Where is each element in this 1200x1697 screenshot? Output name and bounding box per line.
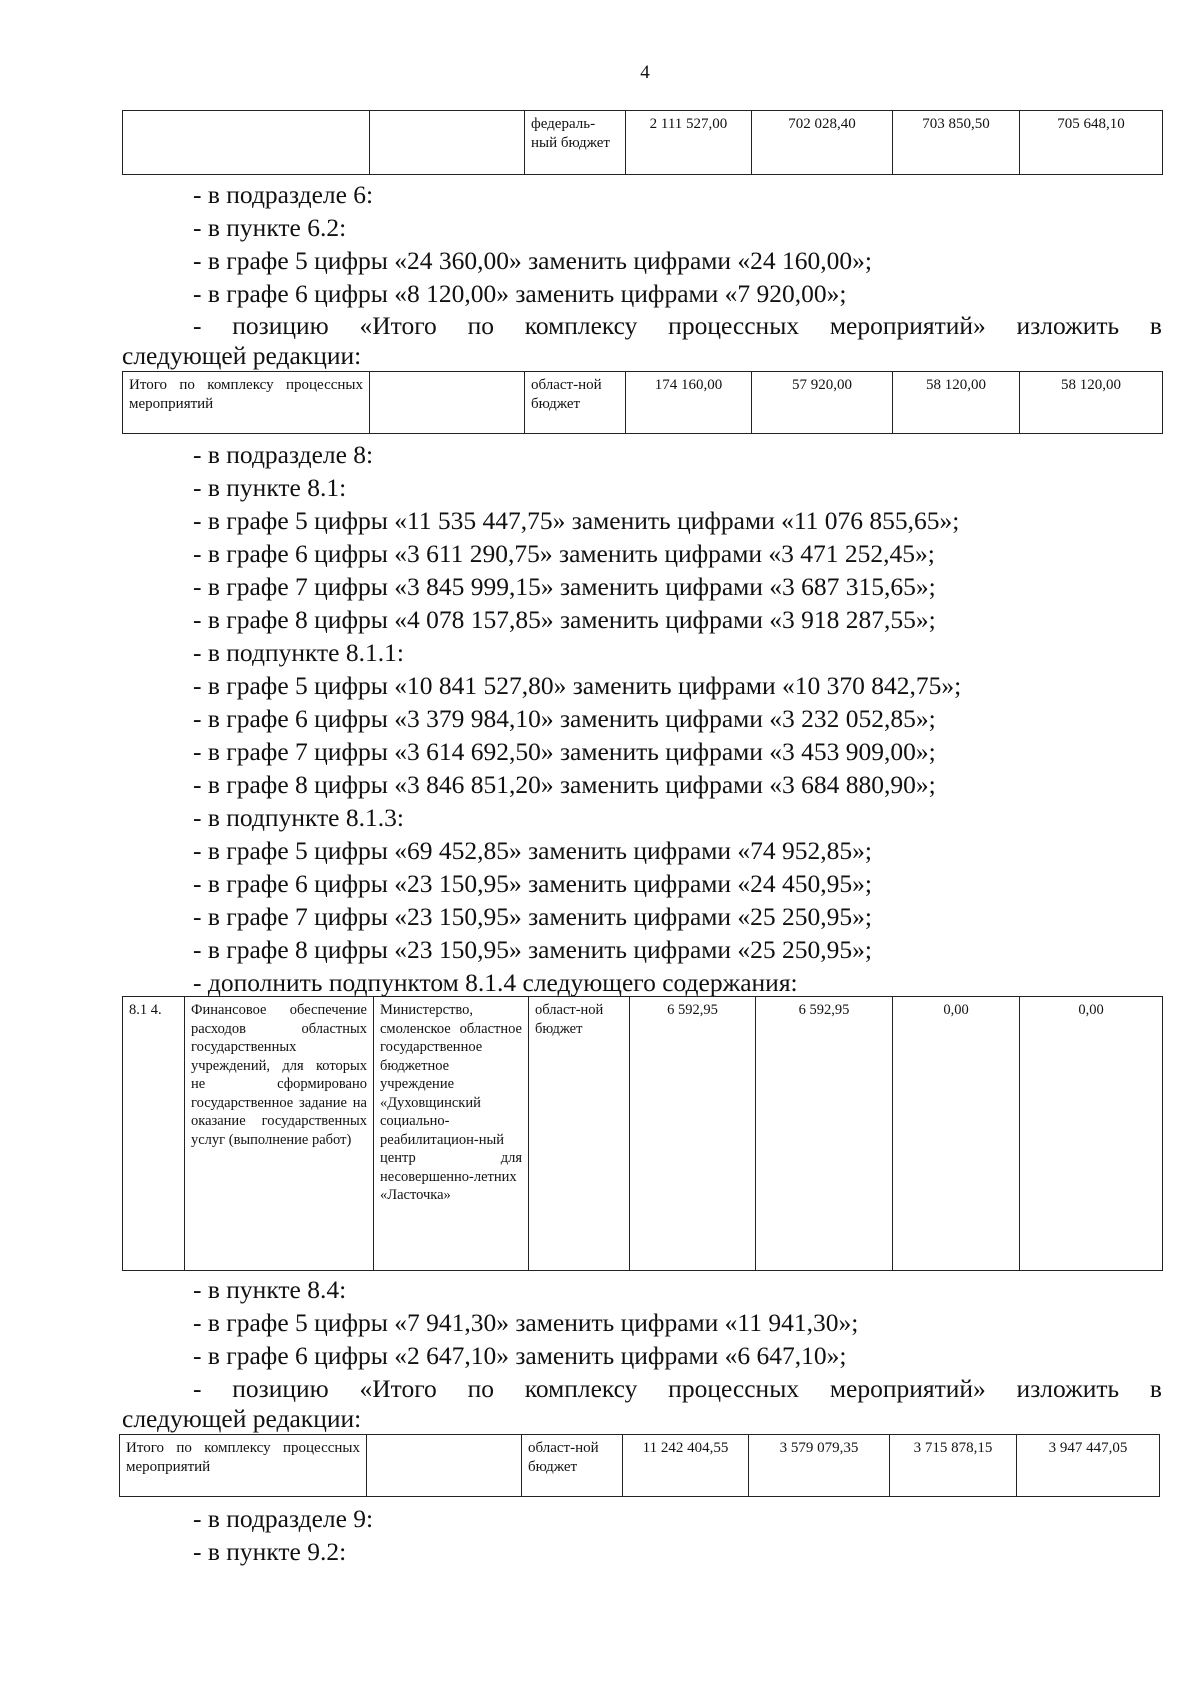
table-cell-year3: 705 648,10 — [1020, 111, 1163, 175]
table-cell-year3: 58 120,00 — [1020, 372, 1163, 434]
text-line: - в графе 6 цифры «8 120,00» заменить цифрами «7 920,00»; — [193, 279, 847, 308]
word: - — [193, 1374, 202, 1403]
table-cell — [370, 372, 525, 434]
text-line: - в подпункте 8.1.3: — [193, 803, 404, 832]
table-cell-budget-type: област-ной бюджет — [525, 372, 626, 434]
text-line: следующей редакции: — [122, 1404, 362, 1433]
text-line: - в подпункте 8.1.1: — [193, 638, 404, 667]
word: мероприятий» — [829, 1374, 986, 1403]
word: «Итого — [359, 311, 437, 340]
word: комплексу — [524, 1374, 638, 1403]
table-cell-year2: 0,00 — [893, 997, 1020, 1271]
table-itogo-regional-1 — [122, 371, 1163, 434]
text-line: - в графе 7 цифры «23 150,95» заменить цифрами «25 250,95»; — [193, 902, 873, 931]
text-line: - в подразделе 6: — [193, 180, 374, 209]
text-line: - в пункте 9.2: — [193, 1537, 347, 1566]
table-cell-total: 6 592,95 — [630, 997, 756, 1271]
table-cell-year1: 702 028,40 — [752, 111, 893, 175]
text-line: - в подразделе 9: — [193, 1504, 374, 1533]
table-cell-name: Итого по комплексу процессных мероприятий — [123, 372, 370, 434]
table-cell — [367, 1435, 522, 1497]
text-line: - в графе 5 цифры «7 941,30» заменить цифрами «11 941,30»; — [193, 1308, 859, 1337]
table-cell-year1: 3 579 079,35 — [749, 1435, 890, 1497]
text-line: следующей редакции: — [122, 341, 362, 370]
word: мероприятий» — [829, 311, 986, 340]
word: - — [193, 311, 202, 340]
text-line: - в графе 7 цифры «3 614 692,50» заменить цифрами «3 453 909,00»; — [193, 737, 936, 766]
text-line: - в графе 5 цифры «10 841 527,80» заменить цифрами «10 370 842,75»; — [193, 671, 962, 700]
text-line: - в пункте 6.2: — [193, 213, 347, 242]
table-cell-name: Финансовое обеспечение расходов областных государственных учреждений, для которых не сформировано государственное задание на оказание государственных услуг (выполнение работ) — [185, 997, 374, 1271]
text-line: - в графе 8 цифры «3 846 851,20» заменить цифрами «3 684 880,90»; — [193, 770, 936, 799]
text-line: - в подразделе 8: — [193, 440, 374, 469]
text-line: - в графе 7 цифры «3 845 999,15» заменить цифрами «3 687 315,65»; — [193, 572, 936, 601]
table-cell-number: 8.1 4. — [123, 997, 185, 1271]
table-cell-year2: 3 715 878,15 — [890, 1435, 1017, 1497]
text-line: - в графе 8 цифры «23 150,95» заменить цифрами «25 250,95»; — [193, 935, 873, 964]
table-row — [120, 1435, 1160, 1497]
word: процессных — [668, 311, 800, 340]
table-row — [123, 997, 1163, 1271]
word: в — [1149, 311, 1162, 340]
text-line: - дополнить подпунктом 8.1.4 следующего содержания: — [193, 968, 798, 997]
word: по — [467, 311, 494, 340]
page-number: 4 — [640, 62, 650, 83]
table-row — [123, 111, 1163, 175]
table-cell — [370, 111, 525, 175]
text-line: - в графе 5 цифры «11 535 447,75» заменить цифрами «11 076 855,65»; — [193, 506, 960, 535]
word: изложить — [1016, 1374, 1120, 1403]
word: комплексу — [524, 311, 638, 340]
text-line: - в графе 6 цифры «3 379 984,10» заменить цифрами «3 232 052,85»; — [193, 704, 936, 733]
table-cell-budget-type: област-ной бюджет — [529, 997, 630, 1271]
paragraph-itogo-2 — [122, 1374, 1162, 1434]
table-cell-year3: 3 947 447,05 — [1017, 1435, 1160, 1497]
table-cell-year1: 6 592,95 — [756, 997, 893, 1271]
table-cell-year2: 58 120,00 — [893, 372, 1020, 434]
table-cell-budget-type: област-ной бюджет — [522, 1435, 623, 1497]
table-cell-year1: 57 920,00 — [752, 372, 893, 434]
text-line: - в графе 6 цифры «3 611 290,75» заменить цифрами «3 471 252,45»; — [193, 539, 935, 568]
table-federal-budget — [122, 110, 1163, 175]
word: по — [467, 1374, 494, 1403]
table-cell-total: 174 160,00 — [626, 372, 752, 434]
word: позицию — [232, 1374, 329, 1403]
word: «Итого — [359, 1374, 437, 1403]
text-line: - в графе 6 цифры «2 647,10» заменить цифрами «6 647,10»; — [193, 1341, 847, 1370]
table-cell — [123, 111, 370, 175]
table-cell-year3: 0,00 — [1020, 997, 1163, 1271]
text-line: - в графе 8 цифры «4 078 157,85» заменить цифрами «3 918 287,55»; — [193, 605, 936, 634]
table-cell-name: Итого по комплексу процессных мероприятий — [120, 1435, 367, 1497]
text-line: - в пункте 8.4: — [193, 1275, 347, 1304]
text-line: - в графе 5 цифры «24 360,00» заменить цифрами «24 160,00»; — [193, 246, 873, 275]
table-cell-executor: Министерство, смоленское областное государственное бюджетное учреждение «Духовщинский социально-реабилитацион-ный центр для несовершенно-летних «Ласточка» — [374, 997, 529, 1271]
table-itogo-regional-2 — [119, 1434, 1160, 1497]
table-cell-total: 2 111 527,00 — [626, 111, 752, 175]
word: в — [1149, 1374, 1162, 1403]
word: процессных — [668, 1374, 800, 1403]
text-line: - в графе 6 цифры «23 150,95» заменить цифрами «24 450,95»; — [193, 869, 873, 898]
text-line: - в графе 5 цифры «69 452,85» заменить цифрами «74 952,85»; — [193, 836, 873, 865]
table-cell-budget-type: федераль-ный бюджет — [525, 111, 626, 175]
table-row — [123, 372, 1163, 434]
table-cell-total: 11 242 404,55 — [623, 1435, 749, 1497]
word: изложить — [1016, 311, 1120, 340]
table-subpoint-8-1-4 — [122, 996, 1163, 1271]
word: позицию — [232, 311, 329, 340]
paragraph-itogo-1 — [122, 311, 1162, 371]
text-line: - в пункте 8.1: — [193, 473, 347, 502]
table-cell-year2: 703 850,50 — [893, 111, 1020, 175]
